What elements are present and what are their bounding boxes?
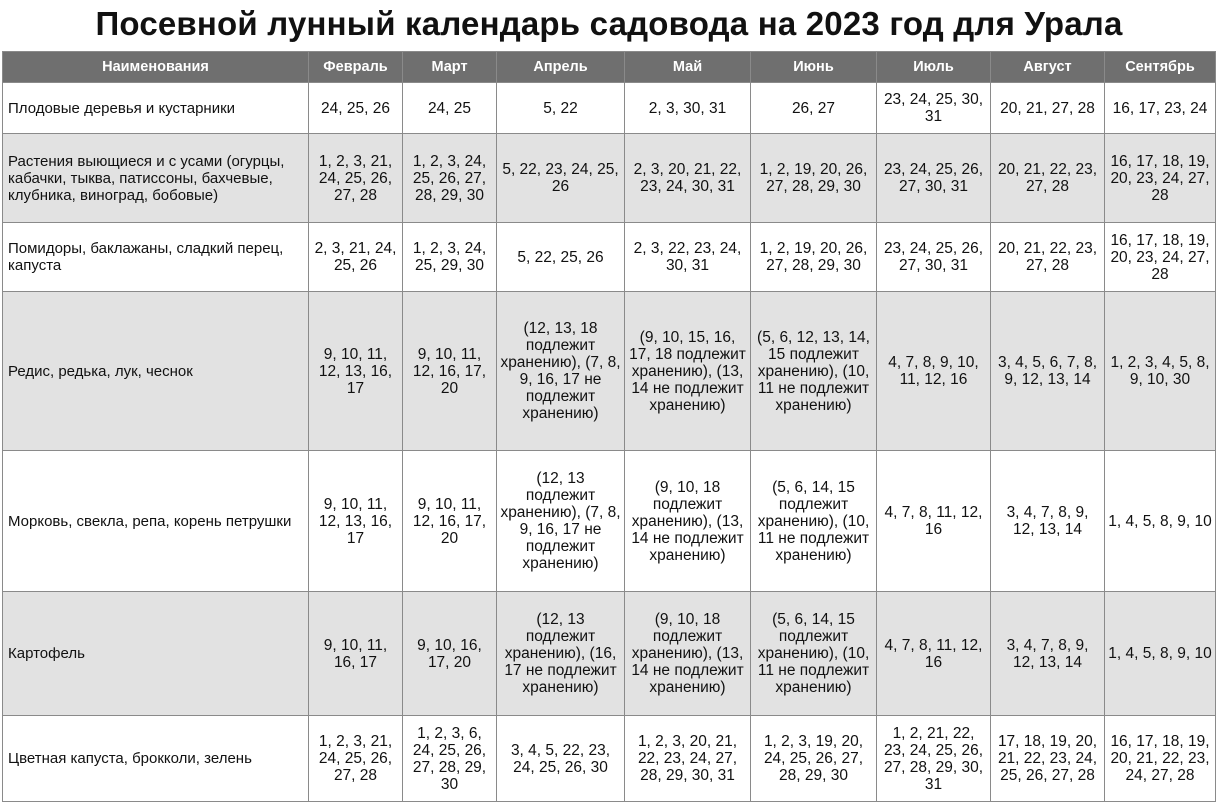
date-cell: 9, 10, 16, 17, 20 (403, 592, 497, 716)
date-cell: 3, 4, 7, 8, 9, 12, 13, 14 (991, 592, 1105, 716)
date-cell: (9, 10, 18 подлежит хранению), (13, 14 не подлежит хранению) (625, 451, 751, 592)
date-cell: 1, 2, 3, 24, 25, 26, 27, 28, 29, 30 (403, 134, 497, 223)
date-cell: 1, 2, 3, 24, 25, 29, 30 (403, 223, 497, 292)
date-cell: 24, 25, 26 (309, 83, 403, 134)
date-cell: 3, 4, 5, 22, 23, 24, 25, 26, 30 (497, 716, 625, 802)
date-cell: 1, 2, 19, 20, 26, 27, 28, 29, 30 (751, 223, 877, 292)
table-row (3, 223, 1216, 292)
header-april: Апрель (497, 52, 625, 83)
date-cell: 16, 17, 18, 19, 20, 23, 24, 27, 28 (1105, 223, 1216, 292)
date-cell: 9, 10, 11, 12, 13, 16, 17 (309, 451, 403, 592)
date-cell: 3, 4, 7, 8, 9, 12, 13, 14 (991, 451, 1105, 592)
date-cell: 2, 3, 20, 21, 22, 23, 24, 30, 31 (625, 134, 751, 223)
date-cell: 3, 4, 5, 6, 7, 8, 9, 12, 13, 14 (991, 292, 1105, 451)
header-may: Май (625, 52, 751, 83)
date-cell: 1, 2, 19, 20, 26, 27, 28, 29, 30 (751, 134, 877, 223)
date-cell: 1, 2, 3, 19, 20, 24, 25, 26, 27, 28, 29, 30 (751, 716, 877, 802)
header-september: Сентябрь (1105, 52, 1216, 83)
date-cell: 26, 27 (751, 83, 877, 134)
date-cell: 24, 25 (403, 83, 497, 134)
date-cell: 1, 2, 3, 6, 24, 25, 26, 27, 28, 29, 30 (403, 716, 497, 802)
date-cell: (12, 13 подлежит хранению), (7, 8, 9, 16, 17 не подлежит хранению) (497, 451, 625, 592)
date-cell: 2, 3, 30, 31 (625, 83, 751, 134)
table-row (3, 592, 1216, 716)
date-cell: 1, 2, 3, 21, 24, 25, 26, 27, 28 (309, 134, 403, 223)
date-cell: (9, 10, 18 подлежит хранению), (13, 14 не подлежит хранению) (625, 592, 751, 716)
date-cell: 2, 3, 21, 24, 25, 26 (309, 223, 403, 292)
date-cell: 23, 24, 25, 26, 27, 30, 31 (877, 134, 991, 223)
date-cell: 9, 10, 11, 12, 13, 16, 17 (309, 292, 403, 451)
date-cell: 5, 22, 25, 26 (497, 223, 625, 292)
date-cell: 23, 24, 25, 30, 31 (877, 83, 991, 134)
date-cell: 1, 2, 21, 22, 23, 24, 25, 26, 27, 28, 29, 30, 31 (877, 716, 991, 802)
header-name: Наименования (3, 52, 309, 83)
date-cell: 4, 7, 8, 11, 12, 16 (877, 451, 991, 592)
date-cell: 1, 2, 3, 4, 5, 8, 9, 10, 30 (1105, 292, 1216, 451)
row-name-cell: Картофель (3, 592, 309, 716)
header-june: Июнь (751, 52, 877, 83)
date-cell: (9, 10, 15, 16, 17, 18 подлежит хранению), (13, 14 не подлежит хранению) (625, 292, 751, 451)
row-name-cell: Растения выющиеся и с усами (огурцы, кабачки, тыква, патиссоны, бахчевые, клубника, виноград, бобовые) (3, 134, 309, 223)
date-cell: 20, 21, 22, 23, 27, 28 (991, 223, 1105, 292)
header-july: Июль (877, 52, 991, 83)
date-cell: 5, 22 (497, 83, 625, 134)
date-cell: 9, 10, 11, 16, 17 (309, 592, 403, 716)
date-cell: 1, 4, 5, 8, 9, 10 (1105, 451, 1216, 592)
date-cell: (5, 6, 14, 15 подлежит хранению), (10, 11 не подлежит хранению) (751, 592, 877, 716)
date-cell: 1, 2, 3, 20, 21, 22, 23, 24, 27, 28, 29, 30, 31 (625, 716, 751, 802)
date-cell: 20, 21, 27, 28 (991, 83, 1105, 134)
header-march: Март (403, 52, 497, 83)
header-august: Август (991, 52, 1105, 83)
date-cell: 23, 24, 25, 26, 27, 30, 31 (877, 223, 991, 292)
date-cell: 9, 10, 11, 12, 16, 17, 20 (403, 451, 497, 592)
table-row (3, 134, 1216, 223)
date-cell: 4, 7, 8, 9, 10, 11, 12, 16 (877, 292, 991, 451)
date-cell: (5, 6, 14, 15 подлежит хранению), (10, 11 не подлежит хранению) (751, 451, 877, 592)
row-name-cell: Плодовые деревья и кустарники (3, 83, 309, 134)
table-row (3, 292, 1216, 451)
header-february: Февраль (309, 52, 403, 83)
date-cell: 4, 7, 8, 11, 12, 16 (877, 592, 991, 716)
date-cell: 5, 22, 23, 24, 25, 26 (497, 134, 625, 223)
header-row (3, 52, 1216, 83)
row-name-cell: Цветная капуста, брокколи, зелень (3, 716, 309, 802)
date-cell: (5, 6, 12, 13, 14, 15 подлежит хранению), (10, 11 не подлежит хранению) (751, 292, 877, 451)
table-row (3, 716, 1216, 802)
row-name-cell: Помидоры, баклажаны, сладкий перец, капуста (3, 223, 309, 292)
date-cell: 2, 3, 22, 23, 24, 30, 31 (625, 223, 751, 292)
date-cell: 1, 4, 5, 8, 9, 10 (1105, 592, 1216, 716)
date-cell: 16, 17, 23, 24 (1105, 83, 1216, 134)
date-cell: (12, 13, 18 подлежит хранению), (7, 8, 9, 16, 17 не подлежит хранению) (497, 292, 625, 451)
date-cell: 17, 18, 19, 20, 21, 22, 23, 24, 25, 26, 27, 28 (991, 716, 1105, 802)
date-cell: 16, 17, 18, 19, 20, 21, 22, 23, 24, 27, 28 (1105, 716, 1216, 802)
date-cell: 9, 10, 11, 12, 16, 17, 20 (403, 292, 497, 451)
date-cell: (12, 13 подлежит хранению), (16, 17 не подлежит хранению) (497, 592, 625, 716)
row-name-cell: Морковь, свекла, репа, корень петрушки (3, 451, 309, 592)
date-cell: 16, 17, 18, 19, 20, 23, 24, 27, 28 (1105, 134, 1216, 223)
date-cell: 1, 2, 3, 21, 24, 25, 26, 27, 28 (309, 716, 403, 802)
table-row (3, 83, 1216, 134)
lunar-calendar-table (2, 51, 1216, 802)
row-name-cell: Редис, редька, лук, чеснок (3, 292, 309, 451)
table-row (3, 451, 1216, 592)
date-cell: 20, 21, 22, 23, 27, 28 (991, 134, 1105, 223)
page-title: Посевной лунный календарь садовода на 2023 год для Урала (95, 5, 1123, 42)
